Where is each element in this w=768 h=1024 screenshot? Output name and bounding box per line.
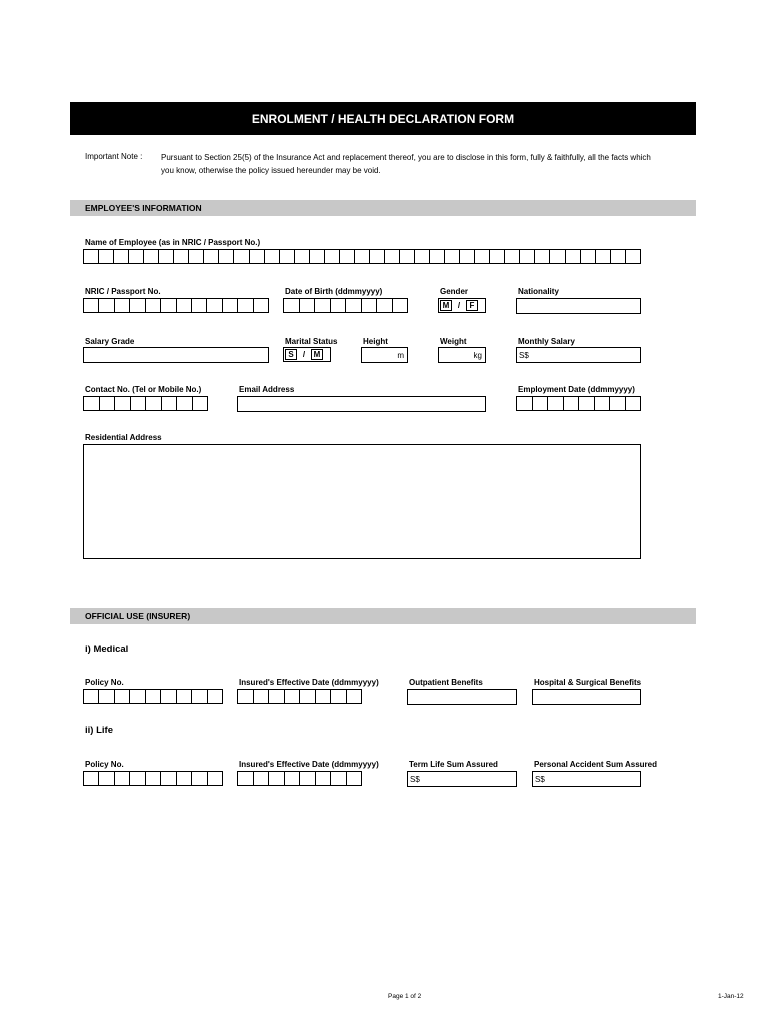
monthly-salary-label: Monthly Salary bbox=[518, 337, 575, 346]
char-box[interactable] bbox=[84, 690, 98, 703]
monthly-salary-prefix: S$ bbox=[519, 351, 529, 360]
employee-name-label: Name of Employee (as in NRIC / Passport No.) bbox=[85, 238, 261, 247]
char-box[interactable] bbox=[253, 299, 268, 312]
life-policy-label: Policy No. bbox=[85, 760, 124, 769]
page-number: Page 1 of 2 bbox=[388, 993, 422, 1000]
employment-date-label: Employment Date (ddmmyyyy) bbox=[518, 385, 635, 394]
char-box[interactable] bbox=[534, 250, 549, 263]
gender-label: Gender bbox=[440, 287, 469, 296]
dob-label: Date of Birth (ddmmyyyy) bbox=[285, 287, 383, 296]
char-box[interactable] bbox=[330, 690, 346, 703]
medical-effective-date-field[interactable] bbox=[237, 689, 362, 704]
char-box[interactable] bbox=[549, 250, 564, 263]
char-box[interactable] bbox=[145, 690, 160, 703]
marital-status-selector bbox=[283, 347, 331, 362]
char-box[interactable] bbox=[264, 250, 279, 263]
personal-accident-label: Personal Accident Sum Assured bbox=[534, 760, 657, 769]
medical-policy-field[interactable] bbox=[83, 689, 223, 704]
char-box[interactable] bbox=[284, 299, 299, 312]
char-box[interactable] bbox=[98, 250, 113, 263]
char-box[interactable] bbox=[309, 250, 324, 263]
char-box[interactable] bbox=[429, 250, 444, 263]
char-box[interactable] bbox=[114, 397, 130, 410]
char-box[interactable] bbox=[399, 250, 414, 263]
char-box[interactable] bbox=[314, 299, 330, 312]
char-box[interactable] bbox=[547, 397, 563, 410]
marital-option-s[interactable]: S bbox=[285, 349, 297, 360]
char-box[interactable] bbox=[299, 772, 315, 785]
char-box[interactable] bbox=[253, 772, 269, 785]
outpatient-benefits-field[interactable] bbox=[407, 689, 517, 705]
char-box[interactable] bbox=[192, 397, 208, 410]
char-box[interactable] bbox=[233, 250, 248, 263]
char-box[interactable] bbox=[594, 397, 610, 410]
hospital-surgical-field[interactable] bbox=[532, 689, 641, 705]
life-effective-date-field[interactable] bbox=[237, 771, 362, 786]
weight-label: Weight bbox=[440, 337, 467, 346]
char-box[interactable] bbox=[160, 690, 175, 703]
address-label: Residential Address bbox=[85, 433, 162, 442]
char-box[interactable] bbox=[563, 397, 579, 410]
char-box[interactable] bbox=[128, 250, 143, 263]
char-box[interactable] bbox=[206, 299, 221, 312]
gender-option-f[interactable]: F bbox=[466, 300, 478, 311]
char-box[interactable] bbox=[114, 690, 129, 703]
gender-separator: / bbox=[457, 301, 461, 310]
char-box[interactable] bbox=[176, 690, 191, 703]
char-box[interactable] bbox=[84, 250, 98, 263]
char-box[interactable] bbox=[145, 397, 161, 410]
char-box[interactable] bbox=[339, 250, 354, 263]
char-box[interactable] bbox=[330, 299, 346, 312]
employee-name-field[interactable] bbox=[83, 249, 641, 264]
nationality-field[interactable] bbox=[516, 298, 641, 314]
important-note-label: Important Note : bbox=[85, 152, 143, 161]
char-box[interactable] bbox=[160, 299, 175, 312]
char-box[interactable] bbox=[238, 772, 253, 785]
char-box[interactable] bbox=[345, 299, 361, 312]
char-box[interactable] bbox=[161, 397, 177, 410]
form-title: ENROLMENT / HEALTH DECLARATION FORM bbox=[70, 102, 696, 135]
char-box[interactable] bbox=[191, 690, 206, 703]
char-box[interactable] bbox=[114, 299, 129, 312]
char-box[interactable] bbox=[474, 250, 489, 263]
char-box[interactable] bbox=[324, 250, 339, 263]
marital-separator: / bbox=[302, 350, 306, 359]
char-box[interactable] bbox=[98, 690, 113, 703]
height-label: Height bbox=[363, 337, 388, 346]
char-box[interactable] bbox=[207, 772, 222, 785]
email-field[interactable] bbox=[237, 396, 486, 412]
life-policy-field[interactable] bbox=[83, 771, 223, 786]
char-box[interactable] bbox=[294, 250, 309, 263]
height-field[interactable] bbox=[361, 347, 408, 363]
char-box[interactable] bbox=[444, 250, 459, 263]
char-box[interactable] bbox=[99, 397, 115, 410]
char-box[interactable] bbox=[253, 690, 269, 703]
char-box[interactable] bbox=[84, 299, 98, 312]
char-box[interactable] bbox=[392, 299, 408, 312]
char-box[interactable] bbox=[279, 250, 294, 263]
char-box[interactable] bbox=[284, 772, 300, 785]
char-box[interactable] bbox=[249, 250, 264, 263]
char-box[interactable] bbox=[268, 690, 284, 703]
contact-label: Contact No. (Tel or Mobile No.) bbox=[85, 385, 202, 394]
char-box[interactable] bbox=[129, 690, 144, 703]
char-box[interactable] bbox=[354, 250, 369, 263]
char-box[interactable] bbox=[114, 772, 129, 785]
marital-option-m[interactable]: M bbox=[311, 349, 323, 360]
char-box[interactable] bbox=[414, 250, 429, 263]
salary-grade-field[interactable] bbox=[83, 347, 269, 363]
char-box[interactable] bbox=[129, 772, 144, 785]
gender-selector bbox=[438, 298, 486, 313]
official-section-header: OFFICIAL USE (INSURER) bbox=[70, 608, 696, 624]
personal-accident-field[interactable] bbox=[532, 771, 641, 787]
char-box[interactable] bbox=[98, 299, 113, 312]
char-box[interactable] bbox=[207, 690, 222, 703]
weight-unit: kg bbox=[473, 351, 482, 360]
nationality-label: Nationality bbox=[518, 287, 559, 296]
char-box[interactable] bbox=[191, 772, 206, 785]
char-box[interactable] bbox=[361, 299, 377, 312]
outpatient-benefits-label: Outpatient Benefits bbox=[409, 678, 483, 687]
char-box[interactable] bbox=[610, 250, 625, 263]
char-box[interactable] bbox=[188, 250, 203, 263]
char-box[interactable] bbox=[369, 250, 384, 263]
char-box[interactable] bbox=[625, 250, 640, 263]
term-life-label: Term Life Sum Assured bbox=[409, 760, 498, 769]
char-box[interactable] bbox=[158, 250, 173, 263]
char-box[interactable] bbox=[84, 772, 98, 785]
nric-field[interactable] bbox=[83, 298, 269, 313]
term-life-field[interactable] bbox=[407, 771, 517, 787]
char-box[interactable] bbox=[578, 397, 594, 410]
medical-policy-label: Policy No. bbox=[85, 678, 124, 687]
salary-grade-label: Salary Grade bbox=[85, 337, 135, 346]
life-subtitle: ii) Life bbox=[85, 725, 113, 736]
footer-date: 1-Jan-12 bbox=[718, 993, 744, 1000]
height-unit: m bbox=[397, 351, 404, 360]
employee-section-header: EMPLOYEE'S INFORMATION bbox=[70, 200, 696, 216]
char-box[interactable] bbox=[459, 250, 474, 263]
char-box[interactable] bbox=[595, 250, 610, 263]
char-box[interactable] bbox=[84, 397, 99, 410]
marital-status-label: Marital Status bbox=[285, 337, 338, 346]
char-box[interactable] bbox=[176, 397, 192, 410]
char-box[interactable] bbox=[203, 250, 218, 263]
important-note-text: Pursuant to Section 25(5) of the Insurance Act and replacement thereof, you are to disclose in this form, fully & faithfully, all the facts which you know, otherwise the policy issued hereunder may be void. bbox=[161, 153, 651, 175]
char-box[interactable] bbox=[299, 299, 315, 312]
medical-effective-date-label: Insured's Effective Date (ddmmyyyy) bbox=[239, 678, 379, 687]
personal-accident-prefix: S$ bbox=[535, 775, 545, 784]
char-box[interactable] bbox=[218, 250, 233, 263]
gender-option-m[interactable]: M bbox=[440, 300, 452, 311]
contact-field[interactable] bbox=[83, 396, 208, 411]
char-box[interactable] bbox=[222, 299, 237, 312]
char-box[interactable] bbox=[609, 397, 625, 410]
char-box[interactable] bbox=[129, 299, 144, 312]
char-box[interactable] bbox=[98, 772, 113, 785]
nric-label: NRIC / Passport No. bbox=[85, 287, 161, 296]
char-box[interactable] bbox=[145, 299, 160, 312]
char-box[interactable] bbox=[113, 250, 128, 263]
char-box[interactable] bbox=[346, 690, 362, 703]
char-box[interactable] bbox=[565, 250, 580, 263]
char-box[interactable] bbox=[489, 250, 504, 263]
char-box[interactable] bbox=[130, 397, 146, 410]
monthly-salary-field[interactable] bbox=[516, 347, 641, 363]
email-label: Email Address bbox=[239, 385, 295, 394]
char-box[interactable] bbox=[191, 299, 206, 312]
life-effective-date-label: Insured's Effective Date (ddmmyyyy) bbox=[239, 760, 379, 769]
char-box[interactable] bbox=[517, 397, 532, 410]
char-box[interactable] bbox=[384, 250, 399, 263]
dob-field[interactable] bbox=[283, 298, 408, 313]
char-box[interactable] bbox=[625, 397, 641, 410]
char-box[interactable] bbox=[238, 690, 253, 703]
char-box[interactable] bbox=[346, 772, 362, 785]
char-box[interactable] bbox=[315, 690, 331, 703]
char-box[interactable] bbox=[532, 397, 548, 410]
char-box[interactable] bbox=[145, 772, 160, 785]
char-box[interactable] bbox=[299, 690, 315, 703]
weight-field[interactable] bbox=[438, 347, 486, 363]
char-box[interactable] bbox=[519, 250, 534, 263]
term-life-prefix: S$ bbox=[410, 775, 420, 784]
char-box[interactable] bbox=[173, 250, 188, 263]
char-box[interactable] bbox=[176, 772, 191, 785]
medical-subtitle: i) Medical bbox=[85, 644, 129, 655]
employment-date-field[interactable] bbox=[516, 396, 641, 411]
char-box[interactable] bbox=[504, 250, 519, 263]
char-box[interactable] bbox=[376, 299, 392, 312]
address-field[interactable] bbox=[83, 444, 641, 559]
char-box[interactable] bbox=[176, 299, 191, 312]
char-box[interactable] bbox=[315, 772, 331, 785]
char-box[interactable] bbox=[268, 772, 284, 785]
char-box[interactable] bbox=[143, 250, 158, 263]
char-box[interactable] bbox=[237, 299, 252, 312]
char-box[interactable] bbox=[580, 250, 595, 263]
hospital-surgical-label: Hospital & Surgical Benefits bbox=[534, 678, 642, 687]
char-box[interactable] bbox=[284, 690, 300, 703]
char-box[interactable] bbox=[160, 772, 175, 785]
char-box[interactable] bbox=[330, 772, 346, 785]
